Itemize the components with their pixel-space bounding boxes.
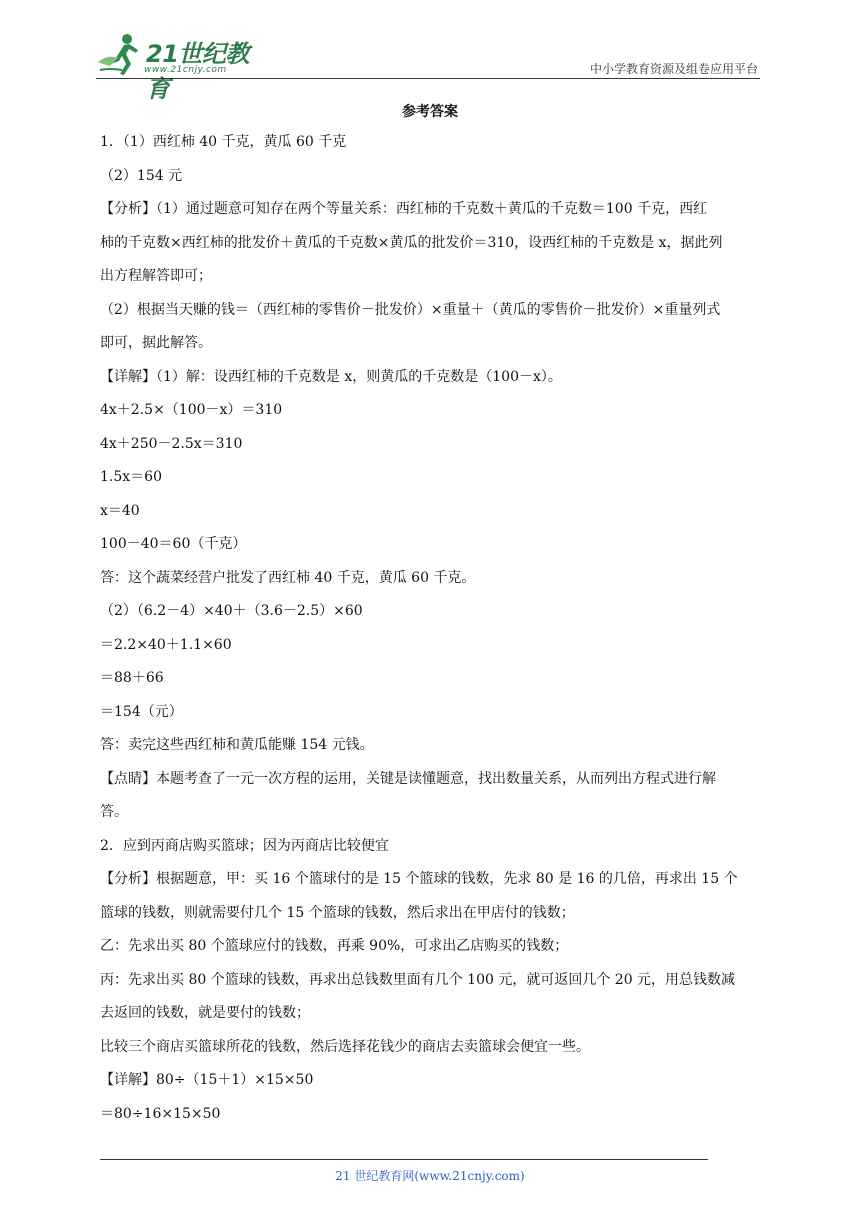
text-line: （2）根据当天赚的钱＝（西红柿的零售价－批发价）×重量＋（黄瓜的零售价－批发价）×重量列式 [100,301,721,318]
text-line: 比较三个商店买篮球所花的钱数，然后选择花钱少的商店去卖篮球会便宜一些。 [100,1038,590,1055]
footer-divider [100,1159,708,1160]
text-line: 丙：先求出买 80 个篮球的钱数，再求出总钱数里面有几个 100 元，就可返回几个 20 元，用总钱数减 [100,971,736,988]
text-line: 1．（1）西红柿 40 千克，黄瓜 60 千克 [100,134,347,150]
text-line: 答：这个蔬菜经营户批发了西红柿 40 千克，黄瓜 60 千克。 [100,569,476,586]
text-line: 1.5x＝60 [100,469,162,485]
text-line: ＝88＋66 [100,670,164,686]
text-line: 【分析】根据题意，甲：买 16 个篮球付的是 15 个篮球的钱数，先求 80 是 16 的几倍，再求出 15 个 [100,871,738,887]
text-line: ＝80÷16×15×50 [100,1105,221,1122]
text-line: （2）（6.2－4）×40＋（3.6－2.5）×60 [100,603,363,619]
text-line: 【点睛】本题考查了一元一次方程的运用，关键是读懂题意，找出数量关系，从而列出方程式进行解 [100,770,716,787]
text-line: 答：卖完这些西红柿和黄瓜能赚 154 元钱。 [100,737,374,753]
text-line: 答。 [100,804,128,820]
site-logo [96,32,266,103]
header-divider [96,78,760,79]
text-line: 【详解】（1）解：设西红柿的千克数是 x，则黄瓜的千克数是（100－x）。 [100,368,562,385]
text-line: 柿的千克数×西红柿的批发价＋黄瓜的千克数×黄瓜的批发价＝310，设西红柿的千克数是 x，据此列 [100,234,723,251]
text-line: （2）154 元 [100,167,183,184]
text-line: 去返回的钱数，就是要付的钱数； [100,1005,310,1021]
page-header [96,28,760,103]
text-line: 出方程解答即可； [100,268,212,284]
text-line: 【详解】80÷（15＋1）×15×50 [100,1072,314,1088]
text-line: x＝40 [100,502,140,519]
page-title: 参考答案 [402,104,458,120]
text-line: 乙：先求出买 80 个篮球应付的钱数，再乘 90%，可求出乙店购买的钱数； [100,938,569,954]
answer-content [100,126,762,1131]
text-line: ＝2.2×40＋1.1×60 [100,636,232,653]
text-line: 4x＋250－2.5x＝310 [100,435,243,452]
page-footer: 21 世纪教育网(www.21cnjy.com) [335,1169,525,1183]
text-line: 4x＋2.5×（100－x）＝310 [100,402,283,418]
text-line: 100－40＝60（千克） [100,536,247,552]
header-platform-text: 中小学教育资源及组卷应用平台 [589,62,758,76]
logo-url: www.21cnjy.com [144,65,227,75]
text-line: ＝154（元） [100,703,183,720]
runner-logo-icon [96,32,144,76]
text-line: 2．应到丙商店购买篮球；因为丙商店比较便宜 [100,837,389,854]
logo-text: 21世纪教育 [146,40,249,103]
text-line: 【分析】（1）通过题意可知存在两个等量关系：西红柿的千克数＋黄瓜的千克数＝100 千克，西红 [100,201,708,217]
text-line: 即可，据此解答。 [100,335,212,351]
text-line: 篮球的钱数，则就需要付几个 15 个篮球的钱数，然后求出在甲店付的钱数； [100,904,575,921]
